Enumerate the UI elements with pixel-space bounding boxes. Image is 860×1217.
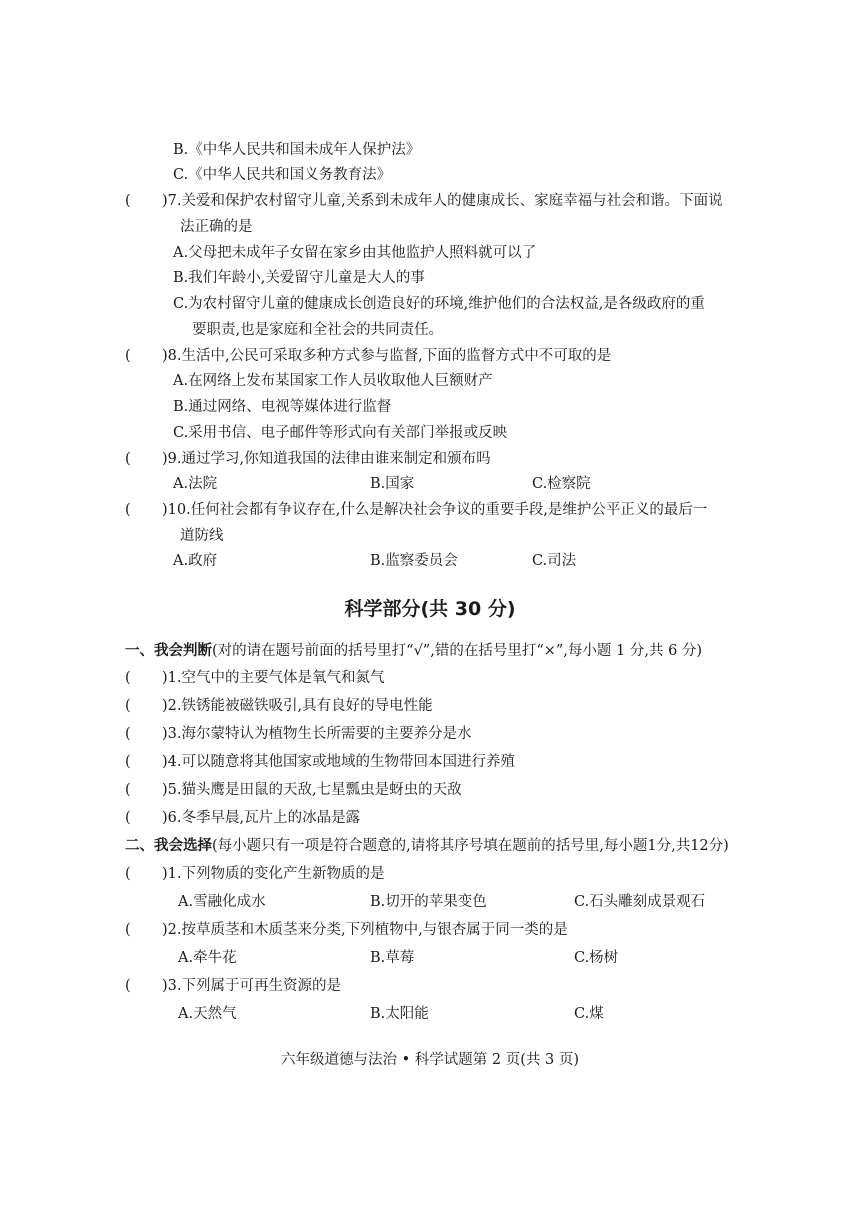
q10-stem-cont: 道防线 [180,528,224,544]
choice-q2-option-b: B.草莓 [370,950,415,966]
answer-bracket-judge-3[interactable]: ( [125,726,131,742]
q9-option-a: A.法院 [173,476,218,492]
answer-bracket-judge-1[interactable]: ( [125,670,131,686]
q10-option-c: C.司法 [532,553,577,569]
judge-item-3: )3.海尔蒙特认为植物生长所需要的主要养分是水 [162,726,472,742]
answer-bracket-choice-1[interactable]: ( [125,866,131,882]
choice-heading-line [125,836,729,856]
answer-bracket-choice-2[interactable]: ( [125,922,131,938]
q7-option-b: B.我们年龄小,关爱留守儿童是大人的事 [173,270,425,286]
q7-stem: )7.关爱和保护农村留守儿童,关系到未成年人的健康成长、家庭幸福与社会和谐。下面说 [162,193,723,209]
judge-item-1: )1.空气中的主要气体是氧气和氮气 [162,670,385,686]
choice-q1-option-a: A.雪融化成水 [178,894,266,910]
choice-q3-option-b: B.太阳能 [370,1006,429,1022]
q8-option-c: C.采用书信、电子邮件等形式向有关部门举报或反映 [173,425,508,441]
q10-stem: )10.任何社会都有争议存在,什么是解决社会争议的重要手段,是维护公平正义的最后一 [162,502,708,518]
answer-bracket-q10[interactable]: ( [125,502,131,518]
judge-heading-line [125,641,702,661]
judge-instruction: (对的请在题号前面的括号里打“√”,错的在括号里打“×”,每小题 1 分,共 6 分) [212,643,703,659]
choice-q2-option-c: C.杨树 [574,950,619,966]
q9-option-c: C.检察院 [532,476,591,492]
page-footer: 六年级道德与法治 • 科学试题第 2 页(共 3 页) [281,1052,579,1068]
choice-q3-option-c: C.煤 [574,1006,604,1022]
q10-option-a: A.政府 [173,553,218,569]
q7-option-a: A.父母把未成年子女留在家乡由其他监护人照料就可以了 [173,245,537,261]
judge-item-4: )4.可以随意将其他国家或地域的生物带回本国进行养殖 [162,754,515,770]
q10-option-b: B.监察委员会 [370,553,458,569]
answer-bracket-judge-2[interactable]: ( [125,698,131,714]
judge-item-2: )2.铁锈能被磁铁吸引,具有良好的导电性能 [162,698,433,714]
choice-q1-option-c: C.石头雕刻成景观石 [574,894,706,910]
q8-option-b: B.通过网络、电视等媒体进行监督 [173,399,392,415]
choice-q1-stem: )1.下列物质的变化产生新物质的是 [162,866,385,882]
choice-q3-stem: )3.下列属于可再生资源的是 [162,978,341,994]
choice-instruction: (每小题只有一项是符合题意的,请将其序号填在题前的括号里,每小题1分,共12分) [212,838,729,854]
answer-bracket-judge-4[interactable]: ( [125,754,131,770]
choice-heading: 二、我会选择 [125,838,212,854]
choice-q1-option-b: B.切开的苹果变色 [370,894,487,910]
answer-bracket-q9[interactable]: ( [125,451,131,467]
judge-item-5: )5.猫头鹰是田鼠的天敌,七星瓢虫是蚜虫的天敌 [162,782,462,798]
q9-option-b: B.国家 [370,476,415,492]
q8-stem: )8.生活中,公民可采取多种方式参与监督,下面的监督方式中不可取的是 [162,348,612,364]
q6-option-b: B.《中华人民共和国未成年人保护法》 [173,142,421,158]
answer-bracket-q7[interactable]: ( [125,193,131,209]
q7-option-c: C.为农村留守儿童的健康成长创造良好的环境,维护他们的合法权益,是各级政府的重 [173,296,705,312]
choice-q2-option-a: A.牵牛花 [178,950,237,966]
answer-bracket-judge-5[interactable]: ( [125,782,131,798]
q7-option-c-cont: 要职责,也是家庭和全社会的共同责任。 [192,322,444,338]
answer-bracket-choice-3[interactable]: ( [125,978,131,994]
q9-stem: )9.通过学习,你知道我国的法律由谁来制定和颁布吗 [162,451,491,467]
choice-q3-option-a: A.天然气 [178,1006,237,1022]
q8-option-a: A.在网络上发布某国家工作人员收取他人巨额财产 [173,373,493,389]
q7-stem-cont: 法正确的是 [180,219,253,235]
answer-bracket-q8[interactable]: ( [125,348,131,364]
judge-heading: 一、我会判断 [125,643,212,659]
answer-bracket-judge-6[interactable]: ( [125,810,131,826]
q6-option-c: C.《中华人民共和国义务教育法》 [173,167,392,183]
science-section-title: 科学部分(共 30 分) [344,598,516,620]
choice-q2-stem: )2.按草质茎和木质茎来分类,下列植物中,与银杏属于同一类的是 [162,922,568,938]
judge-item-6: )6.冬季早晨,瓦片上的冰晶是露 [162,810,361,826]
